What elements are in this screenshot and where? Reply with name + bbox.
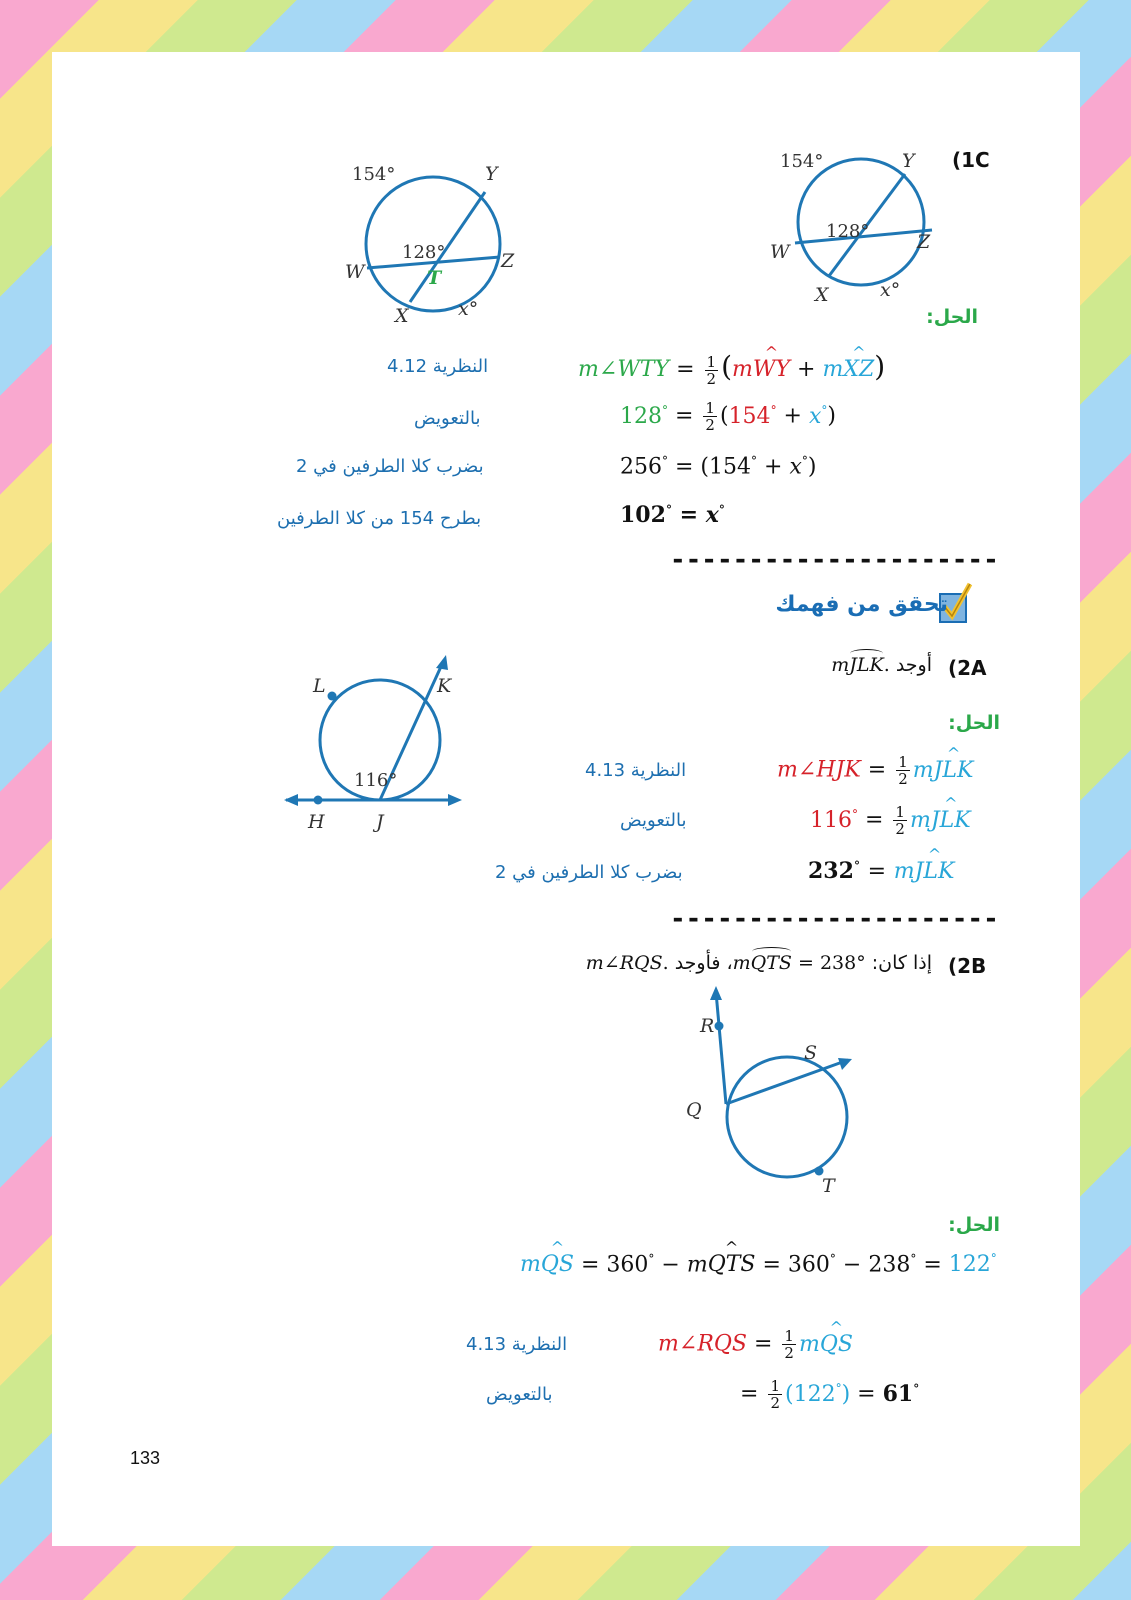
divider-1: --------------------- — [670, 545, 999, 575]
reason-2a-step3: بضرب كلا الطرفين في 2 — [495, 862, 683, 883]
reason-2b-step1: النظرية 4.13 — [466, 1334, 568, 1355]
fig1c-large-arc-label: 154° — [352, 164, 396, 185]
solution-label-2a: الحل: — [948, 712, 1000, 734]
fig1c-small-angle: 128° — [826, 221, 870, 242]
eq-2a-step3: 232° = m^ JLK — [808, 858, 954, 884]
fig1c-small-point-z: Z — [917, 231, 931, 253]
fig1c-large-point-z: Z — [501, 250, 515, 272]
eq-2b-arc-qs: m^ QS = 360° − m^ QTS = 360° − 238° = 122° — [520, 1252, 997, 1277]
fig1c-large-point-x: X — [395, 305, 409, 327]
fig1c-small-point-x: X — [815, 284, 829, 306]
fig1c-large-arc-x: x° — [458, 298, 479, 320]
problem-label-2a: (2A — [948, 656, 987, 680]
figure-1c-circle-small — [762, 140, 952, 310]
example-label-1c: (1C — [952, 148, 990, 172]
fig2a-point-l: L — [313, 675, 326, 697]
eq-2b-step1: m∠RQS = $\frac{1}{2}$ m^ QS — [658, 1328, 853, 1361]
fig2a-angle: 116° — [354, 770, 398, 791]
fig1c-small-arc-x: x° — [880, 279, 901, 301]
figure-2b-circle — [680, 982, 860, 1192]
problem-2b-prompt: إذا كان: mQTS = 238°، فأوجد m∠RQS. — [585, 952, 932, 974]
reason-1c-step1: النظرية 4.12 — [387, 356, 489, 377]
eq-1c-step4: 102° = x° — [620, 502, 725, 528]
problem-2a-prompt: أوجد mJLK. — [831, 654, 932, 676]
fig2a-point-k: K — [437, 675, 452, 697]
reason-1c-step3: بضرب كلا الطرفين في 2 — [296, 456, 484, 477]
solution-label-2b: الحل: — [948, 1214, 1000, 1236]
reason-2b-step2: بالتعويض — [486, 1384, 553, 1405]
figure-1c-circle-large — [337, 152, 547, 332]
fig1c-large-angle: 128° — [402, 242, 446, 263]
reason-1c-step2: بالتعويض — [414, 408, 481, 429]
fig2b-point-s: S — [804, 1042, 818, 1064]
page-number: 133 — [130, 1448, 161, 1468]
eq-2a-step2: 116° = $\frac{1}{2}$ m^ JLK — [810, 804, 971, 837]
fig2b-point-t: T — [822, 1175, 835, 1192]
eq-2b-step2: = $\frac{1}{2}$ (122°) = 61° — [740, 1377, 920, 1412]
fig2a-point-h: H — [308, 811, 325, 833]
fig1c-large-point-w: W — [345, 261, 365, 283]
fig1c-small-point-w: W — [770, 241, 790, 263]
solution-label-1c: الحل: — [926, 306, 978, 328]
fig2b-point-q: Q — [686, 1099, 702, 1121]
reason-1c-step4: بطرح 154 من كلا الطرفين — [277, 508, 482, 529]
page — [52, 52, 1080, 1546]
fig2b-point-r: R — [700, 1015, 715, 1037]
eq-1c-step1: m∠WTY = $\frac{1}{2}$ (m^ WY + m^ XZ) — [578, 350, 885, 387]
eq-2a-step1: m∠HJK = $\frac{1}{2}$ m^ JLK — [777, 754, 973, 787]
fig2a-point-j: J — [376, 811, 384, 833]
fig1c-small-arc-label: 154° — [780, 151, 824, 172]
problem-label-2b: (2B — [948, 954, 987, 978]
fig1c-small-point-y: Y — [902, 150, 915, 172]
fig1c-large-point-y: Y — [485, 163, 498, 185]
eq-1c-step2: 128° = $\frac{1}{2}$ (154° + x°) — [620, 399, 836, 434]
reason-2a-step2: بالتعويض — [620, 810, 687, 831]
reason-2a-step1: النظرية 4.13 — [585, 760, 687, 781]
divider-2: --------------------- — [670, 904, 999, 934]
figure-2a-circle — [280, 650, 470, 840]
eq-1c-step3: 256° = (154° + x°) — [620, 454, 817, 480]
check-understanding-title: تحقق من فهمك — [775, 592, 948, 617]
fig1c-large-point-t: T — [427, 267, 442, 289]
